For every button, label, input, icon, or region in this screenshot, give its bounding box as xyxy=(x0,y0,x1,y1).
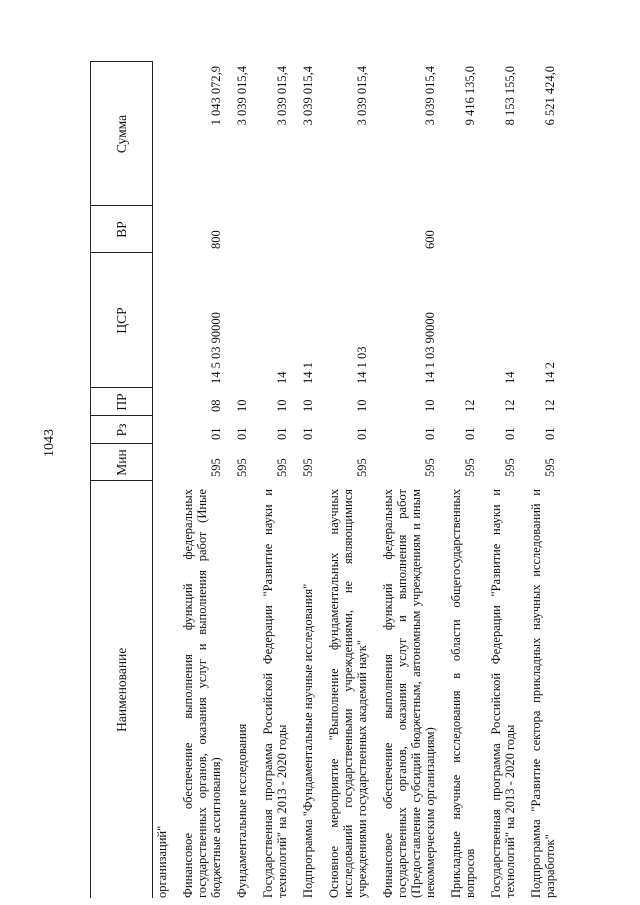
row-pr xyxy=(153,388,172,416)
row-name: Финансовое обеспечение выполнения функций федеральных государственных органов, оказания услуг и выполнения работ (Иные бюджетные ассигнования) xyxy=(181,489,223,898)
table-row xyxy=(179,62,225,898)
row-min: 595 xyxy=(355,458,369,477)
budget-table xyxy=(90,62,559,899)
row-name: Государственная программа Российской Федерации "Развитие науки и технологий" на 2013 - 2020 годы xyxy=(261,489,289,898)
row-pr: 10 xyxy=(423,399,437,412)
row-csr: 14 1 03 xyxy=(355,346,369,384)
row-pr: 12 xyxy=(463,399,477,412)
table-row xyxy=(379,62,439,898)
header-pr: ПР xyxy=(91,388,153,416)
row-vr xyxy=(233,206,251,253)
table-row xyxy=(299,62,317,898)
row-pr: 10 xyxy=(301,399,315,412)
row-sum: 3 039 015,4 xyxy=(301,66,315,126)
row-csr: 14 xyxy=(503,371,517,384)
header-name: Наименование xyxy=(91,481,153,898)
row-csr: 14 1 03 90000 xyxy=(423,312,437,384)
row-name: Основное мероприятие "Выполнение фундаментальных научных исследований государственными учреждениями, не являющимися учреждениями государственных академий наук" xyxy=(327,489,369,898)
row-vr xyxy=(325,206,371,253)
row-sum: 9 416 135,0 xyxy=(463,66,477,126)
row-csr xyxy=(447,253,479,388)
row-csr: 14 2 xyxy=(543,362,557,384)
row-pr: 10 xyxy=(235,399,249,412)
table-row xyxy=(233,62,251,898)
row-name: Государственная программа Российской Федерации "Развитие науки и технологий" на 2013 - 2020 годы xyxy=(489,489,517,898)
row-vr xyxy=(527,206,559,253)
row-min: 595 xyxy=(209,458,223,477)
row-vr xyxy=(447,206,479,253)
row-min: 595 xyxy=(463,458,477,477)
page-number: 1043 xyxy=(42,429,57,457)
header-csr: ЦСР xyxy=(91,253,153,388)
row-rz: 01 xyxy=(423,427,437,440)
row-pr: 08 xyxy=(209,399,223,412)
row-name: Подпрограмма "Развитие сектора прикладных научных исследований и разработок" xyxy=(529,489,557,898)
table-row xyxy=(153,62,172,898)
row-pr: 10 xyxy=(275,399,289,412)
row-name: Прикладные научные исследования в области общегосударственных вопросов xyxy=(449,489,477,898)
row-vr: 600 xyxy=(423,230,437,249)
row-vr xyxy=(487,206,519,253)
row-csr: 14 5 03 90000 xyxy=(209,312,223,384)
header-rz: Рз xyxy=(91,416,153,444)
row-min: 595 xyxy=(301,458,315,477)
row-min: 595 xyxy=(503,458,517,477)
row-pr: 10 xyxy=(355,399,369,412)
row-csr xyxy=(153,253,172,388)
row-sum: 6 521 424,0 xyxy=(543,66,557,126)
row-csr xyxy=(233,253,251,388)
row-rz: 01 xyxy=(543,427,557,440)
row-name: Фундаментальные исследования xyxy=(235,723,249,898)
table-row xyxy=(447,62,479,898)
table-row xyxy=(259,62,291,898)
row-name: организаций" xyxy=(155,825,169,898)
row-sum: 1 043 072,9 xyxy=(209,66,223,126)
row-sum: 3 039 015,4 xyxy=(355,66,369,126)
row-sum xyxy=(153,62,172,206)
table-row xyxy=(527,62,559,898)
row-pr: 12 xyxy=(543,399,557,412)
row-rz: 01 xyxy=(301,427,315,440)
row-name: Финансовое обеспечение выполнения функций федеральных государственных органов, оказания услуг и выполнения работ (Предоставление субсидий бюджетным, автономным учреждениям и иным некоммерческим организациям) xyxy=(381,489,437,898)
row-vr: 800 xyxy=(209,230,223,249)
row-min xyxy=(153,444,172,481)
row-min: 595 xyxy=(235,458,249,477)
table-row xyxy=(487,62,519,898)
row-min: 595 xyxy=(423,458,437,477)
row-rz: 01 xyxy=(503,427,517,440)
row-vr xyxy=(259,206,291,253)
row-sum: 8 153 155,0 xyxy=(503,66,517,126)
row-sum: 3 039 015,4 xyxy=(423,66,437,126)
row-pr: 12 xyxy=(503,399,517,412)
header-vr: ВР xyxy=(91,206,153,253)
row-rz: 01 xyxy=(275,427,289,440)
row-rz: 01 xyxy=(355,427,369,440)
row-rz: 01 xyxy=(209,427,223,440)
row-rz xyxy=(153,416,172,444)
row-sum: 3 039 015,4 xyxy=(275,66,289,126)
row-vr xyxy=(299,206,317,253)
header-row xyxy=(91,62,153,898)
row-sum: 3 039 015,4 xyxy=(235,66,249,126)
row-csr: 14 1 xyxy=(301,362,315,384)
row-min: 595 xyxy=(275,458,289,477)
row-vr xyxy=(153,206,172,253)
header-min: Мин xyxy=(91,444,153,481)
row-rz: 01 xyxy=(463,427,477,440)
rotated-sheet xyxy=(90,62,595,898)
header-sum: Сумма xyxy=(91,62,153,206)
budget-table-container xyxy=(90,62,595,898)
row-min: 595 xyxy=(543,458,557,477)
table-row xyxy=(325,62,371,898)
row-name: Подпрограмма "Фундаментальные научные исследования" xyxy=(301,583,315,898)
row-rz: 01 xyxy=(235,427,249,440)
row-csr: 14 xyxy=(275,371,289,384)
